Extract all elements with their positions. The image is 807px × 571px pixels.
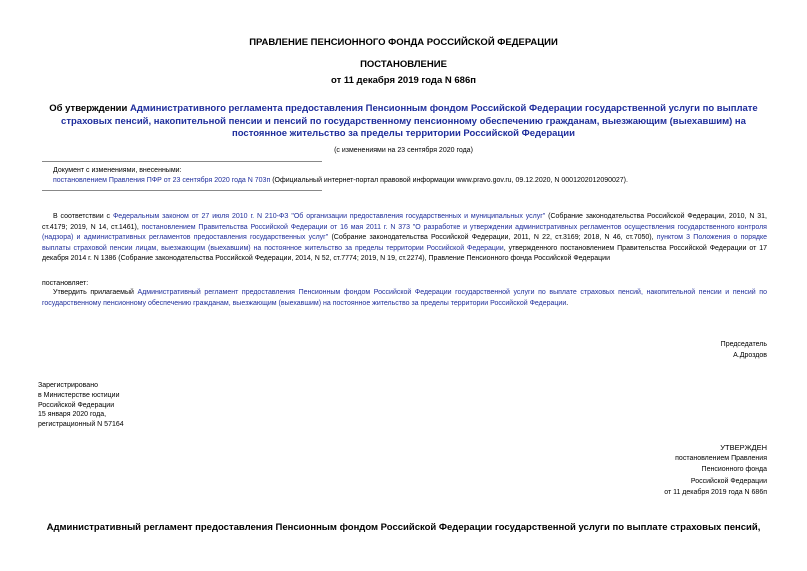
registration-line: регистрационный N 57164 [38,421,124,429]
approval-heading: УТВЕРЖДЕН [720,443,767,452]
registration-line: 15 января 2020 года, [38,411,107,419]
federal-law-link[interactable]: Федеральным законом от 27 июля 2010 г. N 210-ФЗ "Об организации предоставления государственных и муниципальных услуг" [112,213,546,220]
approval-line: от 11 декабря 2019 года N 686п [664,488,767,496]
approval-line: постановлением Правления [675,455,767,463]
title-prefix: Об утверждении [49,103,130,114]
registration-block [38,381,124,430]
registration-line: в Министерстве юстиции [38,391,120,399]
approval-line: Пенсионного фонда [701,466,767,474]
doc-type-heading: ПОСТАНОВЛЕНИЕ [360,59,447,70]
resolution-paragraph [42,288,767,309]
government-decree-link[interactable]: постановлением Правительства Российской Федерации от 16 мая 2011 г. N 373 "О разработке и утверждении административных регламентов осуществления государственного контроля (надзора) и административных регламентов предоставления государственных услуг" [42,223,767,241]
preamble-text-5: (Собрание законодательства Российской Федерации, 2014, N 52, ст.7774; 2019, N 19, ст.2274), Правление Пенсионного фонда Российской Федерации [116,255,610,262]
preamble-text-3: (Собрание законодательства Российской Федерации, 2011, N 22, ст.3169; 2018, N 46, ст.7050), [328,234,657,241]
doc-changes-box [53,166,753,186]
doc-date-number: от 11 декабря 2019 года N 686п [331,75,476,86]
signature-block [721,340,767,361]
doc-changes-label: Документ с изменениями, внесенными: [53,167,182,174]
approval-line: Российской Федерации [690,477,767,485]
preamble-text-1: В соответствии с [53,213,113,220]
approval-block [664,442,767,498]
registration-line: Российской Федерации [38,401,115,409]
preamble-text-4: , утвержденного постановлением Правительства Российской Федерации от 17 декабря 2014 г. N 1386 [42,244,767,262]
doc-changes-link[interactable]: постановлением Правления ПФР от 23 сентября 2020 года N 703п [53,177,271,184]
document-title [45,103,762,141]
regulation-link[interactable]: Административный регламент предоставления Пенсионным фондом Российской Федерации государственной услуги по выплате страховых пенсий, накопительной пенсии и пенсий по государственному пенсионному обеспечению гражданам, выезжающим (выехавшим) на постоянное жительство за пределы территории Российской Федерации [42,289,767,307]
regulation-point-link[interactable]: пунктом 3 Положения о порядке выплаты страховой пенсии лицам, выезжающим (выехавшим) на постоянное жительство за пределы территории Российской Федерации [42,234,767,252]
changes-note: (с изменениями на 23 сентября 2020 года) [334,147,473,154]
registration-line: Зарегистрировано [38,382,98,389]
doc-changes-entry [53,176,753,186]
resolution-text-1: Утвердить прилагаемый [53,289,138,296]
preamble-text-2: (Собрание законодательства Российской Федерации, 2010, N 31, ст.4179; 2019, N 14, ст.1461), [42,213,767,231]
doc-changes-tail: (Официальный интернет-портал правовой информации www.pravo.gov.ru, 09.12.2020, N 0001202012090027). [270,177,628,184]
preamble-paragraph [42,212,767,265]
title-link[interactable]: Административного регламента предоставления Пенсионным фондом Российской Федерации государственной услуги по выплате страховых пенсий, накопительной пенсии и пенсий по государственному пенсионному обеспечению гражданам, выезжающим (выехавшим) на постоянное жительство за пределы территории Российской Федерации [61,103,758,139]
regulation-title: Административный регламент предоставления Пенсионным фондом Российской Федерации государственной услуги по выплате страховых пенсий, [46,522,761,533]
resolves-label: постановляет: [42,280,89,287]
org-heading: ПРАВЛЕНИЕ ПЕНСИОННОГО ФОНДА РОССИЙСКОЙ ФЕДЕРАЦИИ [249,37,558,48]
divider-bottom [42,190,322,191]
signature-position: Председатель [720,341,767,348]
divider-top [42,161,322,162]
signature-name: А.Дроздов [733,351,767,359]
resolution-text-2: . [566,299,569,307]
